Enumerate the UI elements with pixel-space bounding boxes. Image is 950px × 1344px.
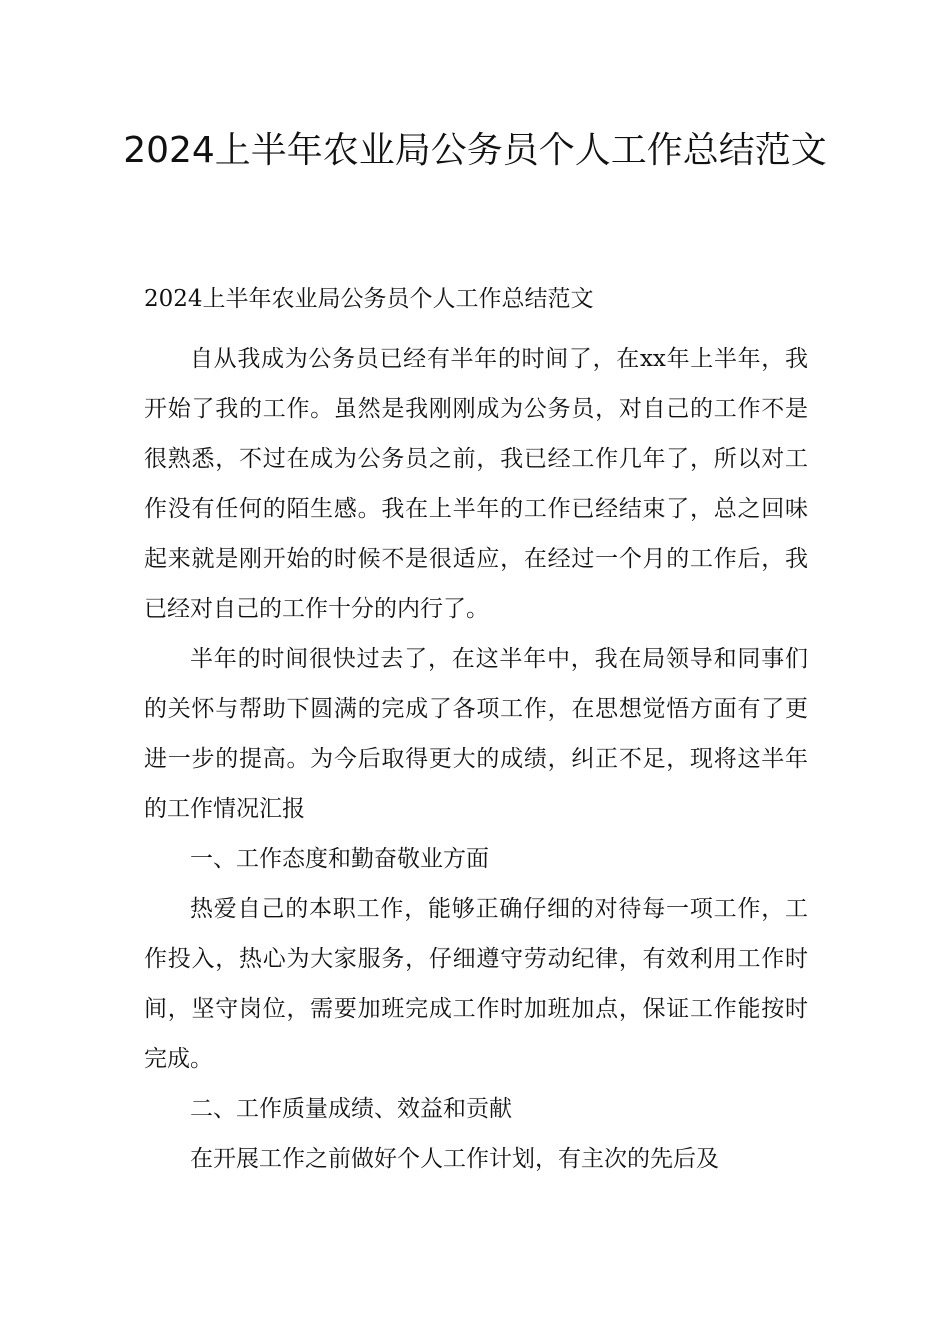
paragraph-summary: 半年的时间很快过去了，在这半年中，我在局领导和同事们的关怀与帮助下圆满的完成了各项工作，在思想觉悟方面有了更进一步的提高。为今后取得更大的成绩，纠正不足，现将这半年的工作情况汇报: [144, 646, 808, 822]
paragraph-intro: 自从我成为公务员已经有半年的时间了，在xx年上半年，我开始了我的工作。虽然是我刚刚成为公务员，对自己的工作不是很熟悉，不过在成为公务员之前，我已经工作几年了，所以对工作没有任何的陌生感。我在上半年的工作已经结束了，总之回味起来就是刚开始的时候不是很适应，在经过一个月的工作后，我已经对自己的工作十分的内行了。: [144, 346, 808, 622]
section-heading-attitude: 一、工作态度和勤奋敬业方面: [190, 846, 489, 872]
paragraph-quality: 在开展工作之前做好个人工作计划，有主次的先后及: [190, 1146, 719, 1172]
document-title: 2024上半年农业局公务员个人工作总结范文: [123, 130, 827, 171]
document-body: [144, 284, 808, 1184]
document-subtitle: 2024上半年农业局公务员个人工作总结范文: [144, 286, 594, 312]
section-heading-quality: 二、工作质量成绩、效益和贡献: [190, 1096, 512, 1122]
paragraph-attitude: 热爱自己的本职工作，能够正确仔细的对待每一项工作，工作投入，热心为大家服务，仔细遵守劳动纪律，有效利用工作时间，坚守岗位，需要加班完成工作时加班加点，保证工作能按时完成。: [144, 896, 808, 1072]
